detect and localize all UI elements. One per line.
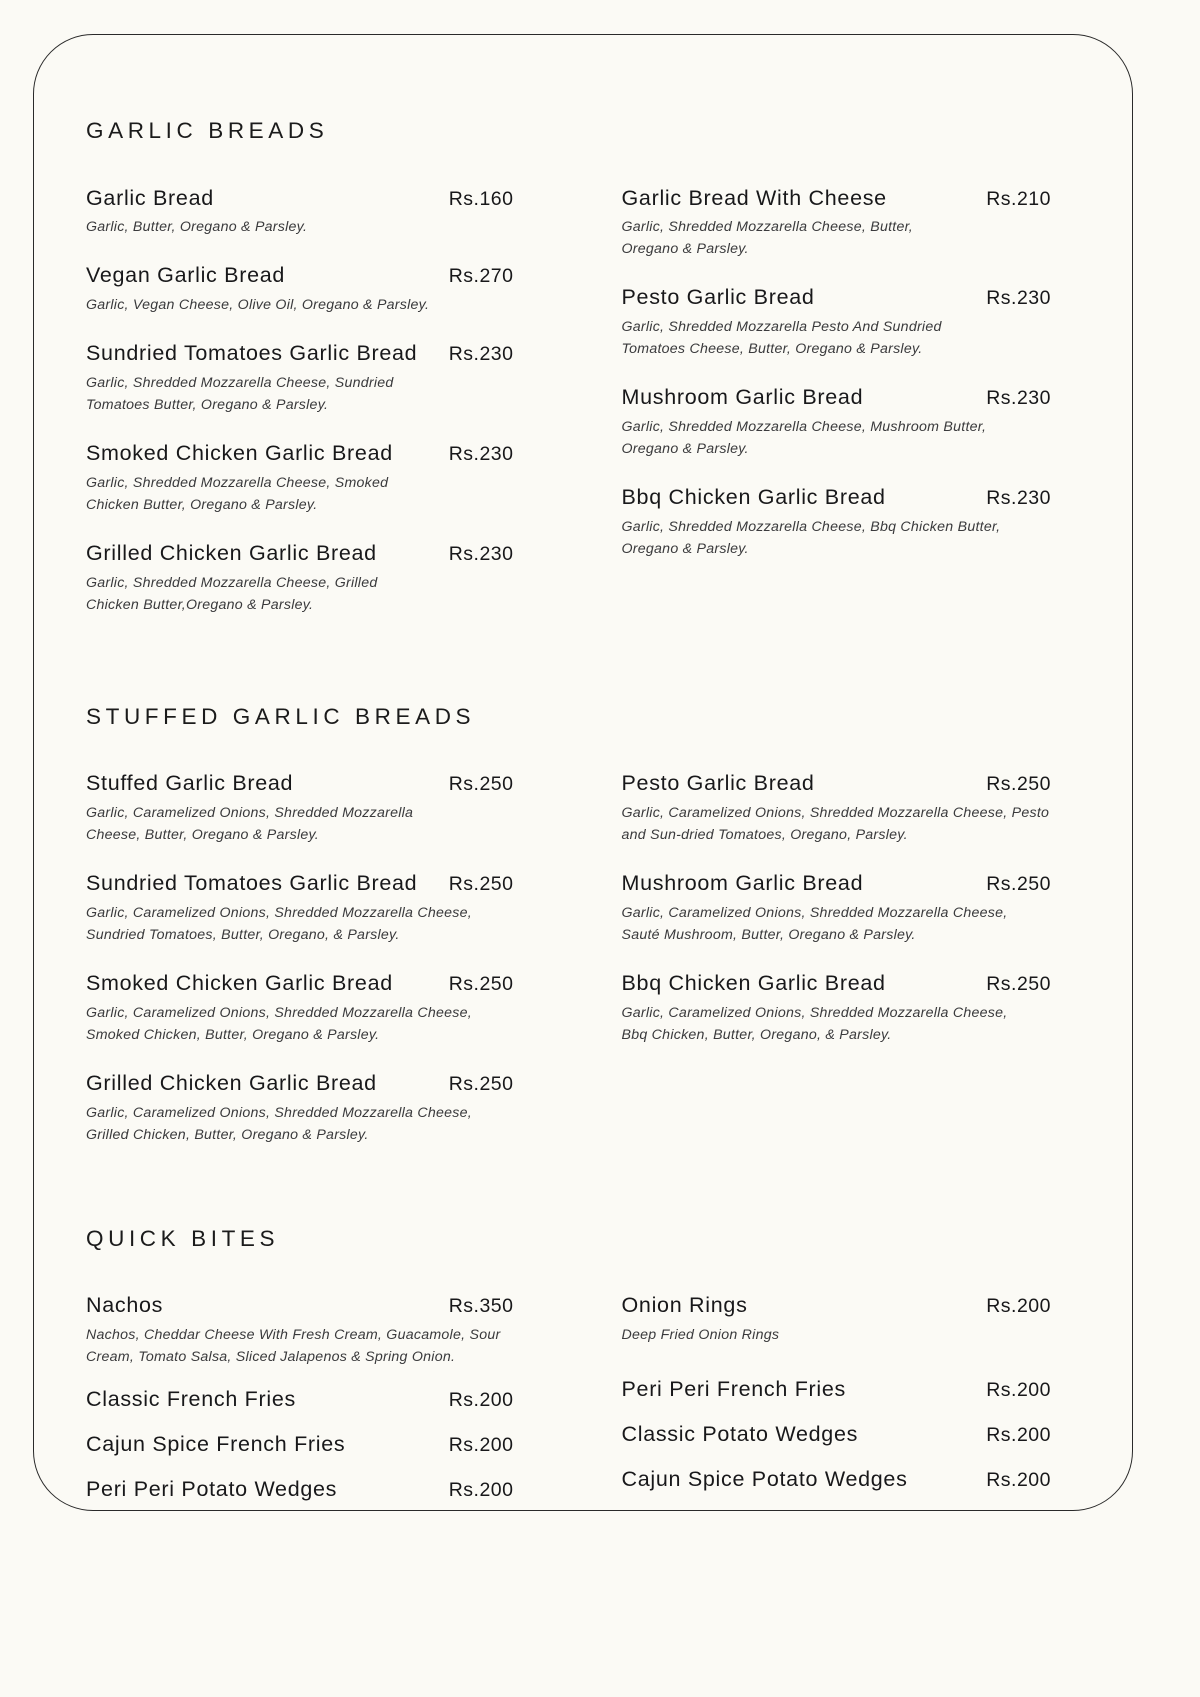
column-left (86, 185, 569, 640)
menu-item-description: Garlic, Shredded Mozzarella Cheese, Butter, Oregano & Parsley. (621, 219, 913, 258)
menu-item-name: Sundried Tomatoes Garlic Bread (86, 871, 418, 896)
menu-item-name: Bbq Chicken Garlic Bread (621, 485, 886, 510)
menu-item-price: Rs.250 (986, 873, 1051, 896)
menu-item-head (86, 1292, 514, 1319)
menu-item[interactable] (622, 970, 1052, 1046)
menu-item-description: Garlic, Caramelized Onions, Shredded Mozzarella Cheese, Butter, Oregano & Parsley. (86, 805, 414, 844)
menu-item-head (622, 1421, 1052, 1448)
menu-item-name: Smoked Chicken Garlic Bread (86, 441, 393, 466)
section-title-stuffed-garlic-breads: STUFFED GARLIC BREADS (86, 703, 476, 729)
menu-item[interactable] (86, 1431, 514, 1458)
menu-item-head (622, 484, 1052, 511)
menu-item-price: Rs.200 (986, 1424, 1051, 1447)
menu-item-name: Peri Peri Potato Wedges (86, 1477, 338, 1501)
menu-item-description: Garlic, Caramelized Onions, Shredded Mozzarella Cheese, Bbq Chicken, Butter, Oregano, & Parsley. (621, 1005, 1008, 1043)
menu-item-price: Rs.200 (986, 1379, 1051, 1402)
menu-item-price: Rs.250 (448, 873, 514, 896)
menu-item-name: Cajun Spice French Fries (86, 1432, 346, 1457)
column-left (86, 770, 569, 1170)
menu-item-price: Rs.250 (986, 773, 1051, 796)
menu-item-price: Rs.200 (986, 1469, 1051, 1491)
menu-item[interactable] (622, 384, 1052, 460)
menu-item-price: Rs.230 (986, 487, 1051, 510)
section-spacer (86, 1170, 1051, 1228)
menu-item-description: Deep Fried Onion Rings (621, 1327, 780, 1344)
menu-item-name: Peri Peri French Fries (621, 1377, 846, 1402)
menu-item-head (622, 1466, 1052, 1493)
menu-item-price: Rs.230 (448, 343, 514, 366)
menu-item[interactable] (86, 262, 514, 316)
menu-item-head (86, 1431, 514, 1458)
menu-item-description: Garlic, Shredded Mozzarella Cheese, Mushroom Butter, Oregano & Parsley. (621, 419, 987, 458)
menu-item-price: Rs.200 (448, 1389, 514, 1412)
menu-item[interactable] (86, 1386, 514, 1413)
menu-item[interactable] (86, 1292, 514, 1368)
menu-item-head (86, 870, 514, 897)
menu-item-head (86, 440, 514, 467)
menu-item-description: Garlic, Caramelized Onions, Shredded Mozzarella Cheese, Sauté Mushroom, Butter, Oregano & Parsley. (621, 905, 1008, 944)
menu-item-description: Garlic, Shredded Mozzarella Cheese, Smoked Chicken Butter, Oregano & Parsley. (86, 475, 389, 513)
menu-item-price: Rs.210 (986, 187, 1051, 210)
menu-item[interactable] (622, 484, 1052, 560)
menu-item-name: Pesto Garlic Bread (621, 285, 815, 310)
menu-item-head (86, 1070, 514, 1097)
section-stuffed-garlic-breads (86, 703, 1051, 1170)
menu-item-description: Garlic, Shredded Mozzarella Cheese, Grilled Chicken Butter,Oregano & Parsley. (86, 574, 378, 613)
menu-item-price: Rs.160 (448, 187, 514, 210)
menu-item-description: Garlic, Vegan Cheese, Olive Oil, Oregano & Parsley. (86, 297, 430, 314)
menu-item-price: Rs.230 (986, 387, 1051, 410)
menu-item-name: Garlic Bread With Cheese (621, 185, 887, 210)
menu-item[interactable] (622, 1421, 1052, 1448)
menu-item-price: Rs.230 (986, 287, 1051, 310)
menu-item[interactable] (622, 185, 1052, 261)
menu-item-name: Smoked Chicken Garlic Bread (86, 971, 393, 996)
menu-item-name: Stuffed Garlic Bread (86, 771, 294, 796)
menu-item[interactable] (86, 770, 514, 846)
section-columns (86, 1292, 1051, 1521)
menu-item-name: Classic Potato Wedges (621, 1422, 859, 1447)
menu-item-head (86, 770, 514, 797)
menu-item-price: Rs.230 (448, 543, 514, 565)
menu-item-description: Nachos, Cheddar Cheese With Fresh Cream, Guacamole, Sour Cream, Tomato Salsa, Sliced Jalapenos & Spring Onion. (86, 1327, 501, 1366)
menu-item-price: Rs.250 (448, 1073, 514, 1095)
menu-item[interactable] (622, 284, 1052, 360)
menu-item-head (86, 262, 514, 289)
section-title-garlic-breads: GARLIC BREADS (86, 118, 329, 143)
column-right (569, 185, 1052, 640)
menu-item[interactable] (86, 340, 514, 416)
menu-item-name: Vegan Garlic Bread (86, 263, 286, 288)
section-quick-bites (86, 1225, 1051, 1521)
section-columns (86, 185, 1051, 640)
section-spacer (86, 640, 1051, 706)
menu-item[interactable] (622, 870, 1052, 946)
menu-item-price: Rs.250 (448, 973, 514, 996)
menu-item-name: Mushroom Garlic Bread (621, 871, 864, 896)
menu-item-head (622, 1292, 1052, 1319)
menu-item-name: Grilled Chicken Garlic Bread (86, 541, 377, 565)
menu-item-head (622, 1376, 1052, 1403)
menu-item-head (86, 970, 514, 997)
menu-item-price: Rs.200 (448, 1479, 514, 1501)
menu-item-name: Onion Rings (621, 1293, 748, 1318)
menu-item-head (622, 970, 1052, 997)
menu-item[interactable] (622, 1466, 1052, 1493)
menu-item-price: Rs.250 (448, 773, 514, 796)
menu-item-price: Rs.200 (986, 1295, 1051, 1318)
menu-item-name: Nachos (86, 1293, 164, 1318)
menu-item-head (86, 340, 514, 367)
menu-item-name: Grilled Chicken Garlic Bread (86, 1071, 377, 1095)
menu-item-head (622, 870, 1052, 897)
menu-item-description: Garlic, Shredded Mozzarella Cheese, Bbq Chicken Butter, Oregano & Parsley. (621, 519, 1001, 557)
menu-item-price: Rs.200 (448, 1434, 514, 1457)
menu-item[interactable] (86, 970, 514, 1046)
menu-item-head (86, 185, 514, 212)
menu-item[interactable] (622, 1376, 1052, 1403)
menu-item-description: Garlic, Caramelized Onions, Shredded Mozzarella Cheese, Sundried Tomatoes, Butter, Oregano, & Parsley. (86, 905, 472, 944)
menu-item-description: Garlic, Shredded Mozzarella Cheese, Sundried Tomatoes Butter, Oregano & Parsley. (86, 375, 394, 414)
menu-item-description: Garlic, Butter, Oregano & Parsley. (86, 219, 308, 236)
menu-item-head (622, 284, 1052, 311)
menu-item-name: Pesto Garlic Bread (621, 771, 815, 796)
section-columns (86, 770, 1051, 1170)
menu-item-head (86, 1476, 514, 1503)
column-right (569, 770, 1052, 1170)
menu-item-name: Classic French Fries (86, 1387, 296, 1412)
menu-item-head (622, 185, 1052, 212)
section-garlic-breads (86, 120, 1051, 640)
menu-item-price: Rs.270 (448, 265, 514, 288)
column-right (569, 1292, 1052, 1521)
menu-item[interactable] (86, 540, 514, 616)
menu-item-head (86, 540, 514, 567)
menu-item-name: Cajun Spice Potato Wedges (621, 1467, 908, 1491)
menu-item-head (86, 1386, 514, 1413)
menu-item-head (622, 384, 1052, 411)
menu-content (86, 120, 1051, 1521)
menu-item-description: Garlic, Caramelized Onions, Shredded Mozzarella Cheese, Smoked Chicken, Butter, Oregano & Parsley. (86, 1005, 472, 1043)
menu-item-description: Garlic, Caramelized Onions, Shredded Mozzarella Cheese, Pesto and Sun-dried Tomatoes, Oregano, Parsley. (621, 805, 1050, 844)
section-title-quick-bites: QUICK BITES (86, 1225, 280, 1251)
menu-item-description: Garlic, Shredded Mozzarella Pesto And Sundried Tomatoes Cheese, Butter, Oregano & Parsley. (621, 319, 942, 358)
menu-item-name: Garlic Bread (86, 185, 214, 210)
menu-item[interactable] (86, 1070, 514, 1146)
menu-item-name: Bbq Chicken Garlic Bread (621, 971, 886, 996)
menu-item-price: Rs.250 (986, 973, 1051, 996)
menu-item[interactable] (622, 1292, 1052, 1346)
menu-item-head (622, 770, 1052, 797)
menu-item[interactable] (86, 1476, 514, 1503)
menu-item[interactable] (86, 870, 514, 946)
menu-item-name: Mushroom Garlic Bread (621, 385, 864, 410)
menu-item-name: Sundried Tomatoes Garlic Bread (86, 341, 418, 366)
menu-item-price: Rs.230 (448, 443, 514, 466)
menu-item[interactable] (622, 770, 1052, 846)
menu-item[interactable] (86, 440, 514, 516)
column-left (86, 1292, 569, 1521)
menu-item[interactable] (86, 185, 514, 239)
menu-item-price: Rs.350 (448, 1295, 514, 1318)
menu-item-description: Garlic, Caramelized Onions, Shredded Mozzarella Cheese, Grilled Chicken, Butter, Oregano & Parsley. (86, 1104, 472, 1143)
